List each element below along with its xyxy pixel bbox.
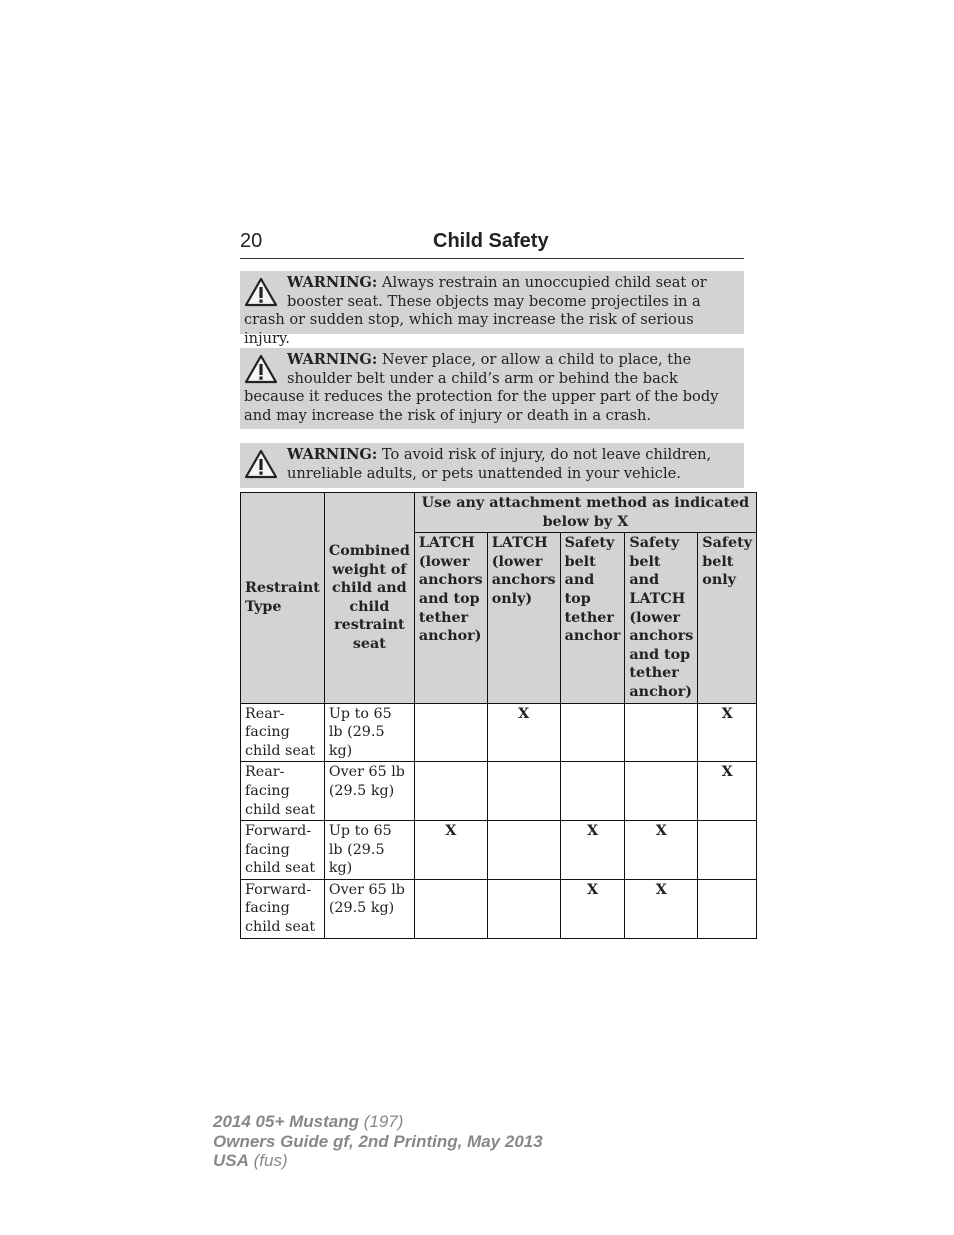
method-mark: [698, 879, 757, 938]
warning-text: Always restrain an unoccupied child seat or booster seat. These objects may become projectiles in a crash or sudden stop, which may increase the risk of serious injury.: [244, 274, 707, 348]
weight-cell: Over 65 lb (29.5 kg): [324, 879, 414, 938]
method-mark: [414, 879, 487, 938]
method-mark: [487, 762, 560, 821]
weight-cell: Up to 65 lb (29.5 kg): [324, 821, 414, 880]
method-mark: X: [625, 879, 698, 938]
page-header: [240, 228, 744, 259]
header-restraint-type: Restraint Type: [241, 493, 325, 704]
header-belt-latch: Safety belt and LATCH (lower anchors and top tether anchor): [625, 533, 698, 703]
method-mark: X: [414, 821, 487, 880]
method-mark: [414, 703, 487, 762]
restraint-type-cell: Forward-facing child seat: [241, 879, 325, 938]
footer-market-code: (fus): [253, 1151, 288, 1170]
section-title: Child Safety: [433, 230, 549, 252]
warning-box: [240, 271, 744, 348]
restraint-type-cell: Forward-facing child seat: [241, 821, 325, 880]
header-belt-tether: Safety belt and top tether anchor: [560, 533, 625, 703]
warning-lead: WARNING:: [287, 446, 378, 463]
method-mark: [414, 762, 487, 821]
method-mark: [625, 762, 698, 821]
warning-text: To avoid risk of injury, do not leave children, unreliable adults, or pets unattended in your vehicle.: [287, 446, 712, 482]
table-header-row: [241, 493, 757, 533]
method-mark: [560, 762, 625, 821]
warning-box: [240, 443, 744, 488]
footer-market: USA: [213, 1151, 249, 1170]
table-row: [241, 879, 757, 938]
footer-line: [213, 1112, 543, 1132]
footer-model-code: (197): [363, 1112, 404, 1131]
header-combined-weight: Combined weight of child and child restraint seat: [324, 493, 414, 704]
weight-cell: Up to 65 lb (29.5 kg): [324, 703, 414, 762]
warning-box: [240, 348, 744, 429]
method-mark: X: [560, 879, 625, 938]
header-latch-full: LATCH (lower anchors and top tether anchor): [414, 533, 487, 703]
attachment-method-table: [240, 492, 757, 939]
header-belt-only: Safety belt only: [698, 533, 757, 703]
method-mark: [698, 821, 757, 880]
method-mark: [560, 703, 625, 762]
print-footer: [213, 1112, 543, 1171]
footer-edition: Owners Guide gf, 2nd Printing, May 2013: [213, 1131, 543, 1151]
warning-text: Never place, or allow a child to place, the shoulder belt under a child’s arm or behind the back because it reduces the protection for the upper part of the body and may increase the risk of injury or death in a crash.: [244, 351, 719, 425]
weight-cell: Over 65 lb (29.5 kg): [324, 762, 414, 821]
restraint-type-cell: Rear-facing child seat: [241, 762, 325, 821]
footer-line: [213, 1151, 543, 1171]
warning-triangle-icon: [244, 277, 278, 307]
method-mark: X: [698, 703, 757, 762]
method-mark: X: [487, 703, 560, 762]
method-mark: X: [698, 762, 757, 821]
warning-lead: WARNING:: [287, 274, 378, 291]
warning-lead: WARNING:: [287, 351, 378, 368]
method-mark: X: [625, 821, 698, 880]
footer-model: 2014 05+ Mustang: [213, 1112, 359, 1131]
method-mark: [487, 821, 560, 880]
header-latch-lower: LATCH (lower anchors only): [487, 533, 560, 703]
footer-line: [213, 1132, 543, 1152]
table-row: [241, 762, 757, 821]
method-mark: [625, 703, 698, 762]
page-number: 20: [240, 230, 263, 252]
table-row: [241, 821, 757, 880]
warning-triangle-icon: [244, 354, 278, 384]
method-mark: [487, 879, 560, 938]
header-attachment-group: Use any attachment method as indicated below by X: [414, 493, 756, 533]
warning-triangle-icon: [244, 449, 278, 479]
table-row: [241, 703, 757, 762]
method-mark: X: [560, 821, 625, 880]
restraint-type-cell: Rear-facing child seat: [241, 703, 325, 762]
